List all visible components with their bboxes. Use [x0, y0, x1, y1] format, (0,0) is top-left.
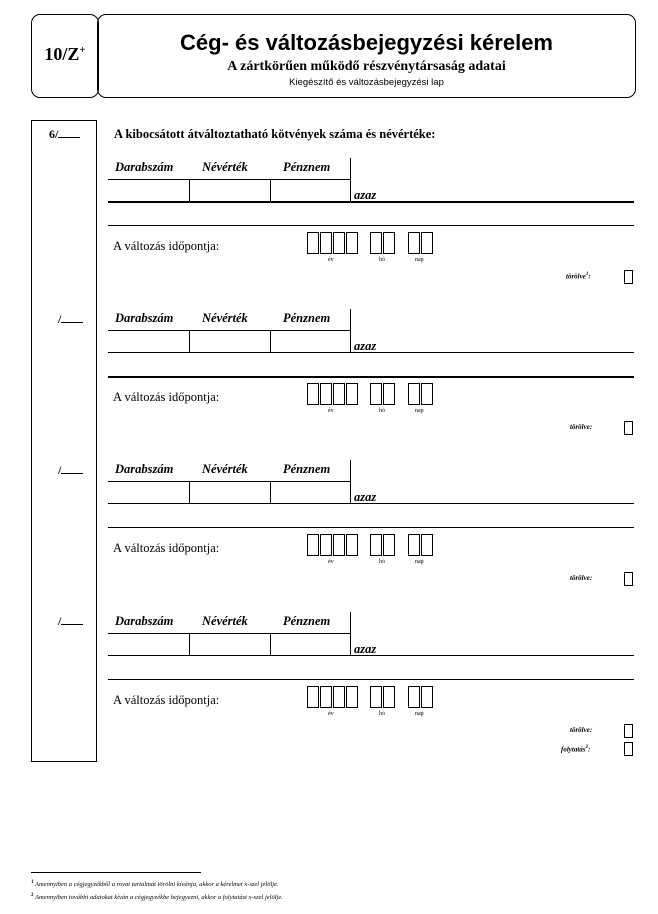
month-unit: hó — [379, 559, 385, 565]
azaz-field[interactable] — [385, 487, 633, 503]
col-header-nevertek: Névérték — [202, 614, 248, 628]
day-digit-1[interactable] — [408, 232, 420, 254]
month-digit-1[interactable] — [370, 534, 382, 556]
nevertek-field[interactable] — [190, 180, 269, 201]
darabszam-field[interactable] — [108, 331, 188, 352]
col-header-penznem: Pénznem — [283, 462, 331, 476]
day-digit-1[interactable] — [408, 383, 420, 405]
darabszam-field[interactable] — [108, 634, 188, 655]
month-digit-2[interactable] — [383, 686, 395, 708]
azaz-label: azaz — [354, 188, 377, 202]
year-digit-4[interactable] — [346, 383, 358, 405]
footnote-separator — [31, 872, 201, 873]
year-unit: év — [328, 408, 334, 414]
continued-label: folytatás$^2$: — [561, 745, 591, 754]
year-digit-4[interactable] — [346, 534, 358, 556]
nevertek-field[interactable] — [190, 482, 269, 503]
month-unit: hó — [379, 257, 385, 263]
year-digit-3[interactable] — [333, 232, 345, 254]
year-digit-3[interactable] — [333, 534, 345, 556]
form-subsubtitle: Kiegészítő és változásbejegyzési lap — [289, 77, 444, 88]
date-label: A változás időpontja: — [113, 541, 220, 555]
year-unit: év — [328, 711, 334, 717]
day-digit-1[interactable] — [408, 534, 420, 556]
footnote-2: $^2$ Amennyiben további adatokat kíván a cégjegyzékbe bejegyezni, akkor a folytatást x-szel jelölje. — [31, 893, 283, 902]
date-label: A változás időpontja: — [113, 239, 220, 253]
day-unit: nap — [415, 559, 424, 565]
col-header-penznem: Pénznem — [283, 160, 331, 174]
deleted-checkbox[interactable] — [624, 572, 633, 586]
year-digit-3[interactable] — [333, 686, 345, 708]
year-digit-2[interactable] — [320, 383, 332, 405]
form-title: Cég- és változásbejegyzési kérelem — [180, 30, 553, 55]
section-title: A kibocsátott átváltoztatható kötvények száma és névértéke: — [114, 127, 436, 141]
year-digit-1[interactable] — [307, 686, 319, 708]
entry-number: / — [58, 463, 83, 478]
darabszam-field[interactable] — [108, 180, 188, 201]
deleted-label: törölve: — [570, 726, 593, 734]
deleted-checkbox[interactable] — [624, 421, 633, 435]
date-label: A változás időpontja: — [113, 390, 220, 404]
year-unit: év — [328, 257, 334, 263]
azaz-label: azaz — [354, 339, 377, 353]
col-header-darabszam: Darabszám — [115, 462, 174, 476]
year-digit-2[interactable] — [320, 534, 332, 556]
year-digit-1[interactable] — [307, 534, 319, 556]
day-unit: nap — [415, 257, 424, 263]
col-header-nevertek: Névérték — [202, 462, 248, 476]
month-digit-1[interactable] — [370, 383, 382, 405]
deleted-label: törölve: — [570, 423, 593, 431]
deleted-checkbox[interactable] — [624, 270, 633, 284]
month-unit: hó — [379, 711, 385, 717]
deleted-checkbox[interactable] — [624, 724, 633, 738]
penznem-field[interactable] — [271, 180, 349, 201]
year-digit-4[interactable] — [346, 686, 358, 708]
continued-checkbox[interactable] — [624, 742, 633, 756]
day-digit-2[interactable] — [421, 686, 433, 708]
year-digit-1[interactable] — [307, 232, 319, 254]
year-digit-2[interactable] — [320, 686, 332, 708]
year-digit-1[interactable] — [307, 383, 319, 405]
footnote-1: $^1$ Amennyiben a cégjegyzékből a rovat tartalmát törölni kívánja, akkor a kérelmet x-szel jelölje. — [31, 880, 279, 889]
month-digit-2[interactable] — [383, 232, 395, 254]
col-header-penznem: Pénznem — [283, 614, 331, 628]
entry-number: / — [58, 614, 83, 629]
day-unit: nap — [415, 408, 424, 414]
col-header-nevertek: Névérték — [202, 160, 248, 174]
nevertek-field[interactable] — [190, 634, 269, 655]
azaz-label: azaz — [354, 642, 377, 656]
section-number: 6/ — [49, 127, 80, 142]
darabszam-field[interactable] — [108, 482, 188, 503]
day-digit-1[interactable] — [408, 686, 420, 708]
month-unit: hó — [379, 408, 385, 414]
month-digit-2[interactable] — [383, 383, 395, 405]
year-unit: év — [328, 559, 334, 565]
month-digit-1[interactable] — [370, 232, 382, 254]
row-number-column — [31, 120, 97, 762]
azaz-label: azaz — [354, 490, 377, 504]
azaz-field[interactable] — [385, 336, 633, 352]
penznem-field[interactable] — [271, 634, 349, 655]
azaz-field[interactable] — [385, 185, 633, 201]
col-header-nevertek: Névérték — [202, 311, 248, 325]
date-label: A változás időpontja: — [113, 693, 220, 707]
penznem-field[interactable] — [271, 482, 349, 503]
nevertek-field[interactable] — [190, 331, 269, 352]
day-digit-2[interactable] — [421, 534, 433, 556]
year-digit-2[interactable] — [320, 232, 332, 254]
col-header-darabszam: Darabszám — [115, 614, 174, 628]
day-digit-2[interactable] — [421, 232, 433, 254]
day-digit-2[interactable] — [421, 383, 433, 405]
entry-number: / — [58, 312, 83, 327]
deleted-label: törölve: — [570, 574, 593, 582]
year-digit-4[interactable] — [346, 232, 358, 254]
month-digit-1[interactable] — [370, 686, 382, 708]
form-subtitle: A zártkörűen működő részvénytársaság adatai — [227, 59, 506, 74]
year-digit-3[interactable] — [333, 383, 345, 405]
deleted-label: törölve$^1$: — [566, 272, 591, 281]
azaz-field[interactable] — [385, 639, 633, 655]
col-header-darabszam: Darabszám — [115, 311, 174, 325]
col-header-penznem: Pénznem — [283, 311, 331, 325]
form-code: 10/Z+ — [44, 44, 86, 64]
col-header-darabszam: Darabszám — [115, 160, 174, 174]
day-unit: nap — [415, 711, 424, 717]
penznem-field[interactable] — [271, 331, 349, 352]
month-digit-2[interactable] — [383, 534, 395, 556]
